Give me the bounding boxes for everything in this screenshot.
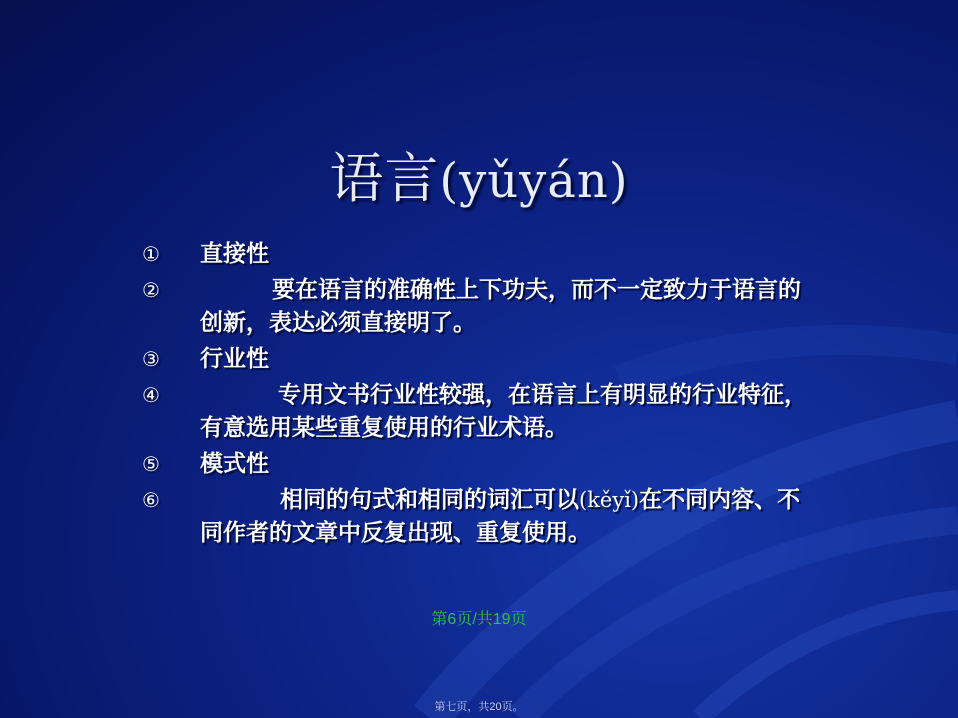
- item-text: 模式性: [200, 451, 269, 477]
- item-text-after: 在不同内容、不同作者的文章中反复出现、重复使用。: [200, 487, 801, 546]
- bullet-number: ②: [142, 278, 160, 302]
- item-text-before: 相同的句式和相同的词汇可以: [280, 487, 579, 513]
- list-item: [142, 379, 822, 445]
- item-text: 专用文书行业性较强，在语言上有明显的行业特征，有意选用某些重复使用的行业术语。: [200, 382, 807, 441]
- item-text: 行业性: [200, 346, 269, 372]
- bullet-number: ①: [142, 242, 160, 266]
- item-pinyin: (kěyǐ): [579, 488, 640, 512]
- slide-title: [0, 136, 958, 213]
- list-item: [142, 343, 822, 376]
- page-indicator: 第6页/共19页: [431, 611, 527, 628]
- list-item: [142, 238, 822, 271]
- bullet-number: ⑤: [142, 452, 160, 476]
- bottom-page-note: 第七页，共20页。: [434, 701, 524, 713]
- bullet-number: ③: [142, 347, 160, 371]
- title-pinyin: (yǔyán): [439, 153, 629, 209]
- list-item: [142, 484, 822, 550]
- bullet-list: [142, 238, 822, 553]
- list-item: [142, 448, 822, 481]
- item-text: 要在语言的准确性上下功夫，而不一定致力于语言的创新，表达必须直接明了。: [200, 277, 801, 336]
- title-chinese: 语言: [329, 147, 440, 210]
- item-text: 直接性: [200, 241, 269, 267]
- bullet-number: ④: [142, 383, 160, 407]
- list-item: [142, 274, 822, 340]
- bullet-number: ⑥: [142, 488, 160, 512]
